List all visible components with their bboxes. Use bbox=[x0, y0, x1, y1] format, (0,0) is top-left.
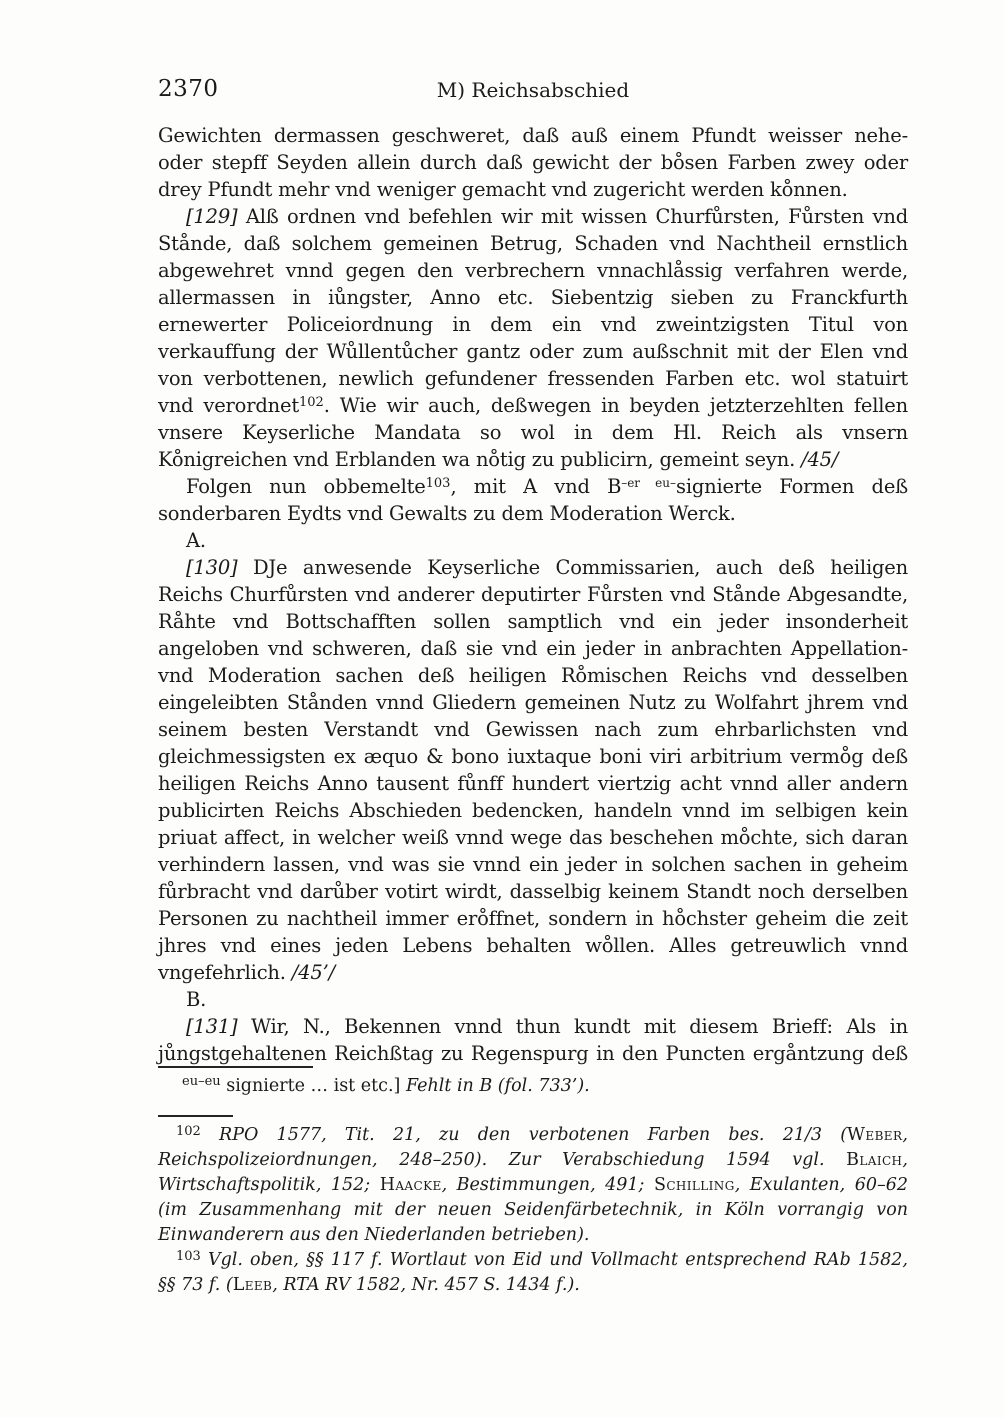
folio-marker: /45/ bbox=[801, 448, 839, 471]
paragraph-number: [131] bbox=[186, 1015, 238, 1038]
body-text bbox=[158, 122, 908, 1067]
paragraph-131 bbox=[158, 1013, 908, 1067]
footnote-separator-rule bbox=[158, 1115, 233, 1117]
text-block bbox=[158, 76, 908, 1067]
footnote-102 bbox=[158, 1123, 908, 1248]
paragraph-text: Alß ordnen vnd befehlen wir mit wissen Churfůrsten, Fůrsten vnd Stånde, daß solchem gemeinen Betrug, Schaden vnd Nachtheil ernstlich abgewehret vnnd gegen den verbrechern vnnachlåssig verfahren werde, allermassen in iůngster, Anno etc. Siebentzig sieben zu Franckfurth ernewerter Policeiordnung in dem ein vnd zweintzigsten Titul von verkauffung der Wůllentůcher gantz oder zum außschnit mit der Elen vnd von verbottenen, newlich gefundener fressenden Farben etc. wol statuirt vnd verordnet bbox=[158, 205, 909, 417]
apparatus-separator-rule bbox=[158, 1066, 313, 1068]
paragraph-129 bbox=[158, 203, 908, 473]
footnote-text: , Bestimmungen, 491; bbox=[441, 1175, 654, 1195]
folio-marker: /45’/ bbox=[291, 961, 335, 984]
paragraph-continuation bbox=[158, 122, 908, 203]
paragraph-text: Gewichten dermassen geschweret, daß auß einem Pfundt weisser nehe- oder stepff Seyden allein durch daß gewicht der bo̊sen Farben zwey oder drey Pfundt mehr vnd weniger gemacht vnd zugericht werden ko̊nnen. bbox=[158, 124, 908, 201]
paragraph-text: signierte Formen deß sonderbaren Eydts vnd Gewalts zu dem Moderation Werck. bbox=[158, 475, 908, 525]
footnote-number: 103 bbox=[176, 1249, 201, 1264]
paragraph-130 bbox=[158, 554, 908, 986]
apparatus-lemma: signierte … ist etc.] bbox=[226, 1076, 401, 1096]
paragraph-text: DJe anwesende Keyserliche Commissarien, auch deß heiligen Reichs Churfůrsten vnd anderer deputirter Fůrsten vnd Stånde Abgesandte, Råhte vnd Bottschafften sollen samptlich vnd ein jeder insonderheit angeloben vnd schweren, daß sie vnd ein jeder in anbrachten Appellation- vnd Moderation sachen deß heiligen Ro̊mischen Reichs vnd desselben eingeleibten Stånden vnnd Gliedern gemeinen Nutz zu Wolfahrt jhrem vnd seinem besten Verstandt vnd Gewissen nach zum ehrbarlichsten vnd gleichmessigsten ex æquo & bono iuxtaque boni viri arbitrium vermo̊g deß heiligen Reichs Anno tausent fůnff hundert viertzig acht vnnd aller andern publicirten Reichs Abschieden bedencken, handeln vnnd im selbigen kein priuat affect, in welcher weiß vnnd wege das beschehen mo̊chte, sich daran verhindern lassen, vnd was sie vnnd ein jeder in solchen sachen in geheim fůrbracht vnd darůber votirt wirdt, dasselbig keinem Standt noch derselben Personen zu nachtheil immer ero̊ffnet, sondern in ho̊chster geheim die zeit jhres vnd eines jeden Lebens behalten wo̊llen. Alles getreuwlich vnnd vngefehrlich. bbox=[158, 556, 908, 984]
author-name: Leeb bbox=[232, 1275, 273, 1295]
footnote-text: , Reichspolizeiordnungen, 248–250). Zur Verabschiedung 1594 vgl. bbox=[158, 1125, 908, 1170]
footnote-ref-102: 102 bbox=[298, 395, 324, 410]
paragraph-text: , mit A vnd B bbox=[450, 475, 622, 498]
page-number: 2370 bbox=[158, 76, 219, 102]
paragraph-number: [130] bbox=[186, 556, 238, 579]
apparatus-sigla: eu–eu bbox=[182, 1074, 221, 1089]
author-name: Weber bbox=[847, 1125, 903, 1145]
footnote-text: , Wirtschaftspolitik, 152; bbox=[158, 1150, 908, 1195]
paragraph-text: Folgen nun obbemelte bbox=[186, 475, 426, 498]
page-header bbox=[158, 76, 908, 106]
paragraph-text: . Wie wir auch, deßwegen in beyden jetzterzehlten fellen vnsere Keyserliche Mandata so wol in dem Hl. Reich als vnsern Ko̊nigreichen vnd Erblanden wa no̊tig zu publicirn, gemeint seyn. bbox=[158, 394, 908, 471]
apparatus-note bbox=[158, 1074, 908, 1099]
footnote-number: 102 bbox=[176, 1124, 201, 1139]
author-name: Blaich bbox=[846, 1150, 903, 1170]
footnote-103 bbox=[158, 1248, 908, 1298]
paragraph-number: [129] bbox=[186, 205, 238, 228]
section-label-b: B. bbox=[186, 988, 207, 1011]
author-name: Schilling bbox=[653, 1175, 735, 1195]
footnote-text: RPO 1577, Tit. 21, zu den verbotenen Farben bes. 21/3 ( bbox=[219, 1125, 848, 1145]
paragraph-text: Wir, N., Bekennen vnnd thun kundt mit diesem Brieff: Als in jůngstgehaltenen Reichßtag zu Regenspurg in den Puncten ergåntzung deß bbox=[158, 1015, 909, 1065]
footnote-text: , RTA RV 1582, Nr. 457 S. 1434 f.). bbox=[272, 1275, 580, 1295]
footnote-ref-103: 103 bbox=[425, 476, 451, 491]
footnote-text: , Exulanten, 60–62 (im Zusammenhang mit der neuen Seidenfärbetechnik, in Köln vorrangig von Einwanderern aus den Niederlanden betrieben). bbox=[158, 1175, 909, 1245]
footnote-text: Vgl. oben, §§ 117 f. Wortlaut von Eid und Vollmacht entsprechend RAb 1582, §§ 73 f. ( bbox=[158, 1250, 908, 1295]
paragraph-folgen bbox=[158, 473, 908, 527]
running-title: M) Reichsabschied bbox=[436, 78, 630, 102]
section-label-a: A. bbox=[186, 529, 206, 552]
sigla-marker: –er eu– bbox=[621, 476, 677, 490]
footnote-zone bbox=[158, 1066, 908, 1298]
apparatus-comment: Fehlt in B (fol. 733’). bbox=[405, 1076, 590, 1096]
author-name: Haacke bbox=[379, 1175, 442, 1195]
